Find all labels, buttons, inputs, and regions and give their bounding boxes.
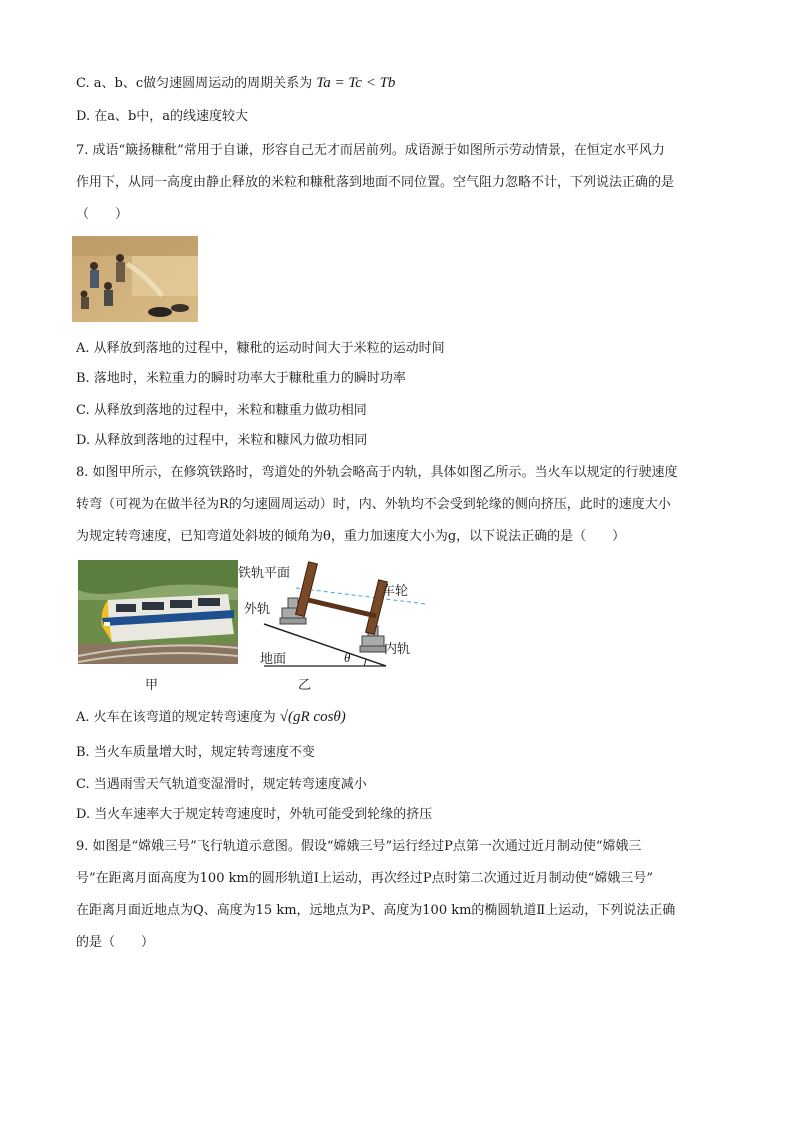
q6-option-c-text: C. a、b、c做匀速圆周运动的周期关系为	[76, 76, 313, 91]
q7-stem-line-2: 作用下，从同一高度由静止释放的米粒和糠秕落到地面不同位置。空气阻力忽略不计，下列说法正确的是	[76, 175, 675, 190]
q8-option-a-math: √(gR cosθ)	[279, 709, 346, 725]
theta-label: θ	[344, 650, 351, 665]
q9-stem-line-1: 9. 如图是“嫦娥三号”飞行轨道示意图。假设“嫦娥三号”运行经过P点第一次通过近月制动使“嫦娥三	[76, 839, 642, 854]
q7-option-a: A. 从释放到落地的过程中，糠秕的运动时间大于米粒的运动时间	[76, 341, 445, 356]
q8-stem-line-1: 8. 如图甲所示，在修筑铁路时，弯道处的外轨会略高于内轨，具体如图乙所示。当火车以规定的行驶速度	[76, 465, 678, 480]
q8-stem-line-3: 为规定转弯速度，已知弯道处斜坡的倾角为θ，重力加速度大小为g，以下说法正确的是（ ）	[76, 529, 626, 544]
q9-stem-line-2: 号”在距离月面高度为100 km的圆形轨道Ⅰ上运动，再次经过P点时第二次通过近月制动使“嫦娥三号”	[76, 871, 653, 886]
figure-yi-caption: 乙	[298, 678, 312, 693]
outer-rail-label: 外轨	[244, 602, 271, 617]
q8-option-d: D. 当火车速率大于规定转弯速度时，外轨可能受到轮缘的挤压	[76, 807, 433, 822]
inner-rail-label: 内轨	[384, 642, 411, 657]
q7-option-c: C. 从释放到落地的过程中，米粒和糠重力做功相同	[76, 403, 367, 418]
wheel-label: 车轮	[382, 584, 409, 599]
ground-label: 地面	[260, 652, 287, 667]
q6-option-d: D. 在a、b中，a的线速度较大	[76, 109, 249, 124]
q8-option-b: B. 当火车质量增大时，规定转弯速度不变	[76, 745, 315, 760]
q7-option-b: B. 落地时，米粒重力的瞬时功率大于糠秕重力的瞬时功率	[76, 371, 406, 386]
q7-option-d: D. 从释放到落地的过程中，米粒和糠风力做功相同	[76, 433, 368, 448]
q8-stem-line-2: 转弯（可视为在做半径为R的匀速圆周运动）时，内、外轨均不会受到轮缘的侧向挤压，此时的速度大小	[76, 497, 671, 512]
q8-option-c: C. 当遇雨雪天气轨道变湿滑时，规定转弯速度减小	[76, 777, 367, 792]
q6-option-c	[76, 74, 395, 93]
q8-option-a-text: A. 火车在该弯道的规定转弯速度为	[76, 710, 276, 725]
q7-stem-line-1: 7. 成语“簸扬糠秕”常用于自谦，形容自己无才而居前列。成语源于如图所示劳动情景，在恒定水平风力	[76, 143, 665, 158]
q6-option-c-math: Ta = Tc < Tb	[316, 75, 396, 91]
q7-stem-line-3: （ ）	[76, 207, 129, 222]
rail-diagram	[236, 558, 428, 670]
rail-plane-label: 铁轨平面	[238, 566, 291, 581]
winnowing-painting-image	[72, 236, 198, 322]
train-photo-image	[78, 560, 238, 664]
figure-jia-caption: 甲	[145, 678, 159, 693]
q8-option-a	[76, 708, 346, 727]
q9-stem-line-3: 在距离月面近地点为Q、高度为15 km，远地点为P、高度为100 km的椭圆轨道Ⅱ上运动，下列说法正确	[76, 903, 676, 918]
q9-stem-line-4: 的是（ ）	[76, 935, 155, 950]
